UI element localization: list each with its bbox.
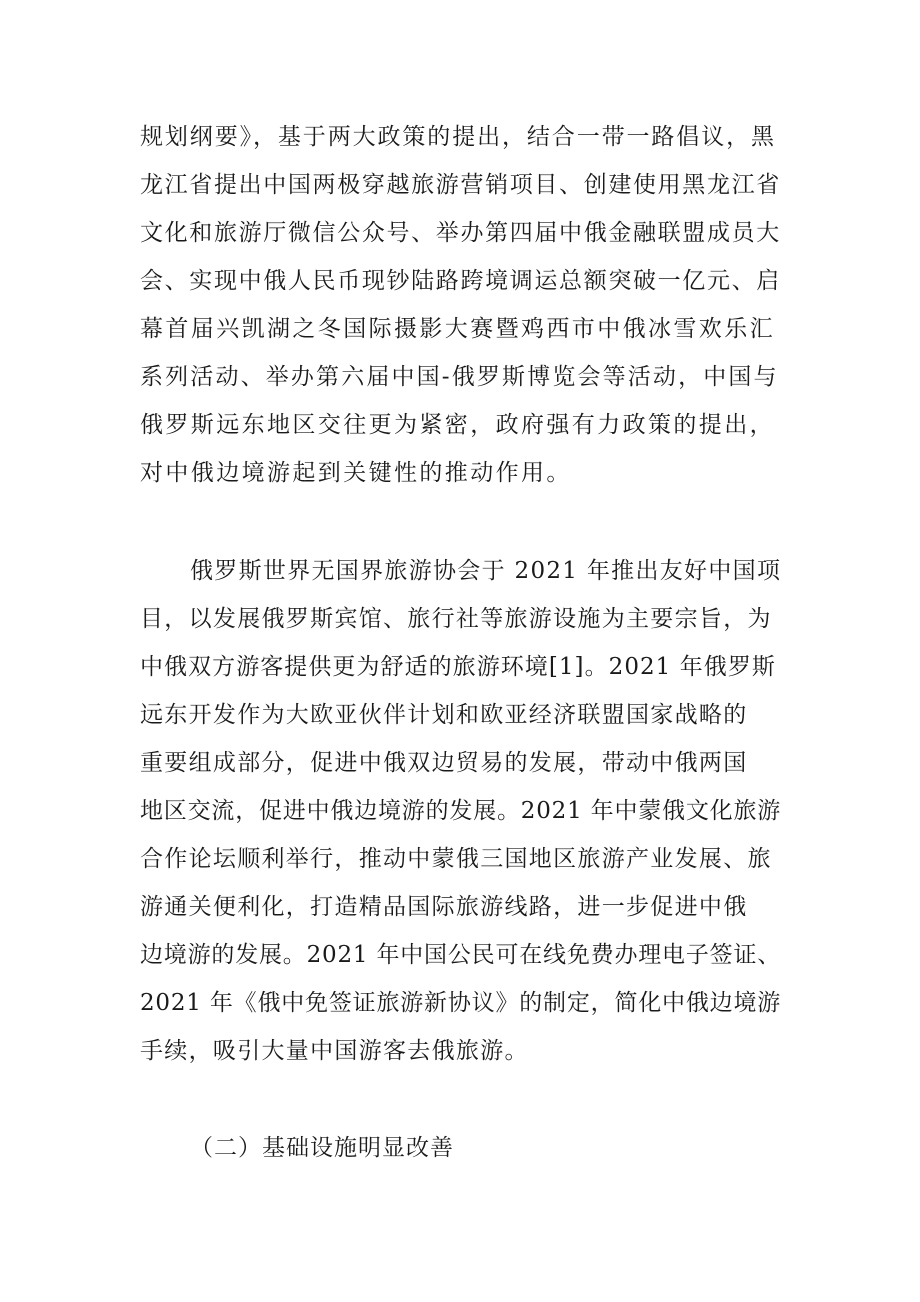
text-line: 龙江省提出中国两极穿越旅游营销项目、创建使用黑龙江省: [140, 172, 781, 198]
text-line: 边境游的发展。2021 年中国公民可在线免费办理电子签证、: [140, 942, 782, 968]
text-line: 会、实现中俄人民币现钞陆路跨境调运总额突破一亿元、启: [140, 268, 781, 294]
text-line: 中俄双方游客提供更为舒适的旅游环境[1]。2021 年俄罗斯: [140, 654, 776, 680]
text-line: 幕首届兴凯湖之冬国际摄影大赛暨鸡西市中俄冰雪欢乐汇: [140, 316, 775, 342]
text-line: 规划纲要》，基于两大政策的提出，结合一带一路倡议，黑: [140, 124, 776, 150]
text-line: 游通关便利化，打造精品国际旅游线路，进一步促进中俄: [140, 894, 748, 920]
text-line: 俄罗斯远东地区交往更为紧密，政府强有力政策的提出，: [140, 412, 775, 438]
section-heading: （二）基础设施明显改善: [190, 1135, 454, 1161]
text-line: 合作论坛顺利举行，推动中蒙俄三国地区旅游产业发展、旅: [140, 846, 772, 872]
text-line: 重要组成部分，促进中俄双边贸易的发展，带动中俄两国: [140, 750, 748, 776]
text-line: 手续，吸引大量中国游客去俄旅游。: [140, 1038, 529, 1064]
text-line: 2021 年《俄中免签证旅游新协议》的制定，简化中俄边境游: [140, 990, 782, 1016]
text-line: 俄罗斯世界无国界旅游协会于 2021 年推出友好中国项: [190, 558, 782, 584]
text-line: 目，以发展俄罗斯宾馆、旅行社等旅游设施为主要宗旨，为: [140, 606, 772, 632]
text-line: 文化和旅游厅微信公众号、举办第四届中俄金融联盟成员大: [140, 220, 781, 246]
text-line: 远东开发作为大欧亚伙伴计划和欧亚经济联盟国家战略的: [140, 702, 748, 728]
text-line: 对中俄边境游起到关键性的推动作用。: [140, 460, 572, 486]
text-line: 地区交流，促进中俄边境游的发展。2021 年中蒙俄文化旅游: [140, 798, 782, 824]
text-line: 系列活动、举办第六届中国-俄罗斯博览会等活动，中国与: [140, 364, 779, 390]
